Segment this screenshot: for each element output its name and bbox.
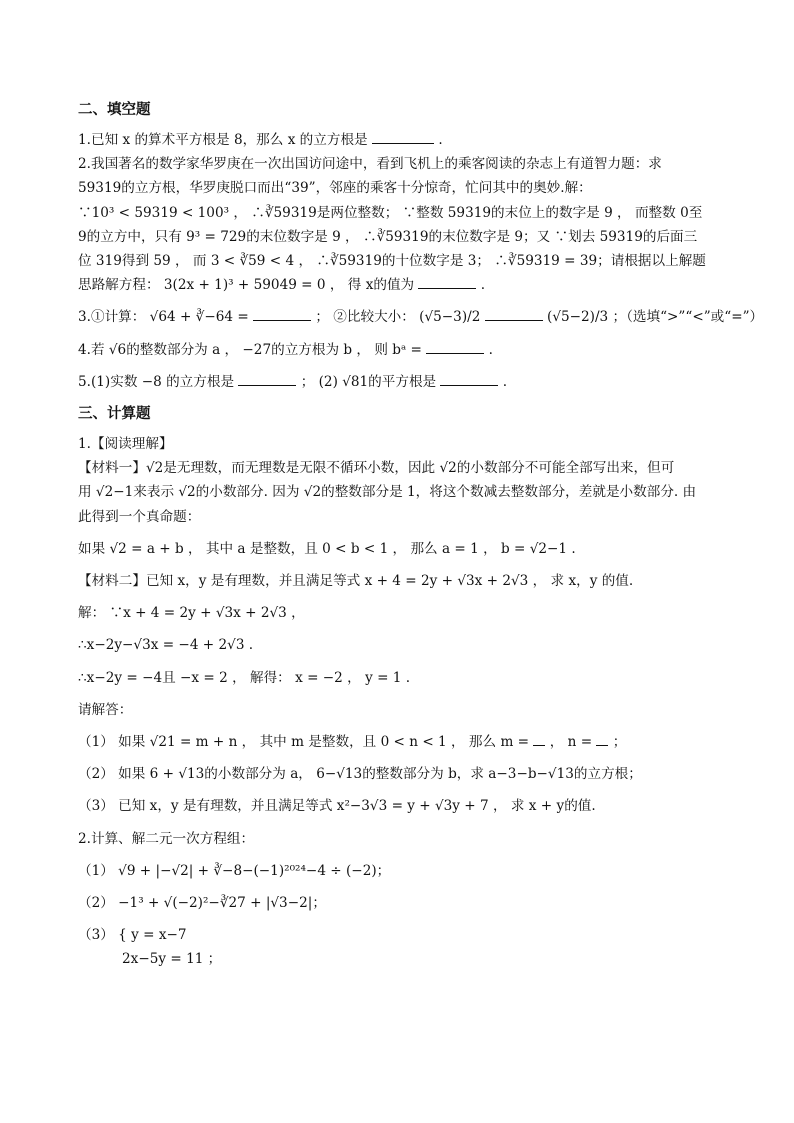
fill-q5-end: .	[502, 373, 508, 390]
fill-question-2-line-5: 位 319得到 59 ， 而 3 < ∛59 < 4 ， ∴∛59319的十位数字是 3； ∴∛59319 = 39；请根据以上解题	[78, 253, 706, 270]
calc-q1-blank-m[interactable]	[533, 731, 545, 746]
calc-q1-sub-1-mid: ， n =	[549, 734, 593, 751]
calc-q2-sub-3-line-2: 2x−5y = 11 ；	[122, 951, 222, 968]
fill-q5-blank-1[interactable]	[238, 371, 296, 386]
fill-question-2-line-2: 59319的立方根，华罗庚脱口而出“39”，邻座的乘客十分惊奇，忙问其中的奥妙.解：	[78, 180, 592, 197]
calc-q1-sub-1	[78, 730, 728, 754]
fill-question-1	[78, 128, 728, 152]
material-2-line-1: 【材料二】已知 x，y 是有理数，并且满足等式 x + 4 = 2y + √3x + 2√3 ， 求 x，y 的值.	[78, 573, 634, 590]
fill-question-2-line-6	[78, 273, 728, 297]
calc-q2-title: 2.计算、解二元一次方程组：	[78, 830, 255, 847]
material-2-line-3: ∴x−2y−√3x = −4 + 2√3 .	[78, 637, 254, 654]
material-2-line-4: ∴x−2y = −4且 −x = 2 ， 解得： x = −2 ， y = 1 .	[78, 669, 411, 686]
calc-q2-sub-3-line-1: （3） { y = x−7	[78, 927, 187, 944]
fill-q1-blank[interactable]	[372, 129, 434, 144]
fill-q3-blank-1[interactable]	[253, 306, 311, 321]
material-1-line-3: 此得到一个真命题：	[78, 508, 201, 525]
fill-q2-end: .	[480, 277, 486, 294]
section-title-fill: 二、填空题	[78, 102, 151, 118]
document-content	[78, 98, 764, 972]
fill-q3-compute: 3.①计算： √64 + ∛−64 =	[78, 309, 249, 326]
calc-q1-sub-1-end: ；	[612, 734, 627, 751]
fill-q5-part2: ； (2) √81的平方根是	[300, 373, 437, 390]
fill-question-2-line-4: 9的立方中，只有 9³ = 729的末位数字是 9 ， ∴∛59319的末位数字是 9；又 ∵划去 59319的后面三	[78, 228, 698, 245]
fill-q5-part1: 5.(1)实数 −8 的立方根是	[78, 373, 235, 390]
calc-q1-sub-1-text: （1） 如果 √21 = m + n ， 其中 m 是整数，且 0 < n < 1 ， 那么 m =	[78, 734, 530, 751]
fill-q1-end: .	[438, 132, 443, 148]
calc-q2-sub-1: （1） √9 + |−√2| + ∛−8−(−1)²⁰²⁴−4 ÷ (−2)；	[78, 862, 391, 879]
fill-q3-options: (√5−2)/3 ；（选填“>”“<”或“=”）	[547, 309, 764, 326]
fill-q4-end: .	[488, 341, 493, 358]
fill-q1-text: 1.已知 x 的算术平方根是 8，那么 x 的立方根是	[78, 132, 368, 148]
material-1-line-4: 如果 √2 = a + b ， 其中 a 是整数，且 0 < b < 1 ， 那么 a = 1 ， b = √2−1 .	[78, 540, 576, 557]
fill-q2-blank[interactable]	[418, 274, 476, 289]
material-2-line-2: 解： ∵x + 4 = 2y + √3x + 2√3 ，	[78, 605, 305, 622]
fill-q3-compare: ； ②比较大小： (√5−3)/2	[315, 309, 481, 326]
fill-q4-text: 4.若 √6的整数部分为 a ， −27的立方根为 b ， 则 bᵃ =	[78, 341, 422, 358]
fill-question-4	[78, 338, 728, 362]
calc-q2-sub-2: （2） −1³ + √(−2)²−∛27 + |√3−2|；	[78, 895, 326, 912]
fill-question-2-line-1: 2.我国著名的数学家华罗庚在一次出国访问途中，看到飞机上的乘客阅读的杂志上有道智力题：求	[78, 156, 662, 173]
calc-q1-title: 1.【阅读理解】	[78, 436, 173, 453]
fill-q4-blank[interactable]	[426, 339, 484, 354]
fill-question-5	[78, 370, 728, 394]
fill-q3-blank-2[interactable]	[485, 306, 543, 321]
calc-q1-sub-2: （2） 如果 6 + √13的小数部分为 a， 6−√13的整数部分为 b，求 a−3−b−√13的立方根；	[78, 766, 642, 783]
calc-q1-sub-3: （3） 已知 x，y 是有理数，并且满足等式 x²−3√3 = y + √3y + 7 ， 求 x + y的值.	[78, 798, 596, 815]
fill-q5-blank-2[interactable]	[440, 371, 498, 386]
fill-question-3	[78, 305, 764, 329]
section-title-calc: 三、计算题	[78, 406, 151, 423]
material-1-line-1: 【材料一】√2是无理数，而无理数是无限不循环小数，因此 √2的小数部分不可能全部写出来，但可	[78, 460, 675, 477]
material-1-line-2: 用 √2−1来表示 √2的小数部分. 因为 √2的整数部分是 1，将这个数减去整数部分，差就是小数部分. 由	[78, 484, 697, 501]
calc-q1-blank-n[interactable]	[596, 731, 608, 746]
fill-question-2-line-3: ∵10³ < 59319 < 100³ ， ∴∛59319是两位整数； ∵整数 59319的末位上的数字是 9 ， 而整数 0至	[78, 204, 703, 221]
calc-q1-ask: 请解答：	[78, 701, 133, 718]
fill-q2-equation: 思路解方程： 3(2x + 1)³ + 59049 = 0 ， 得 x的值为	[78, 277, 415, 294]
